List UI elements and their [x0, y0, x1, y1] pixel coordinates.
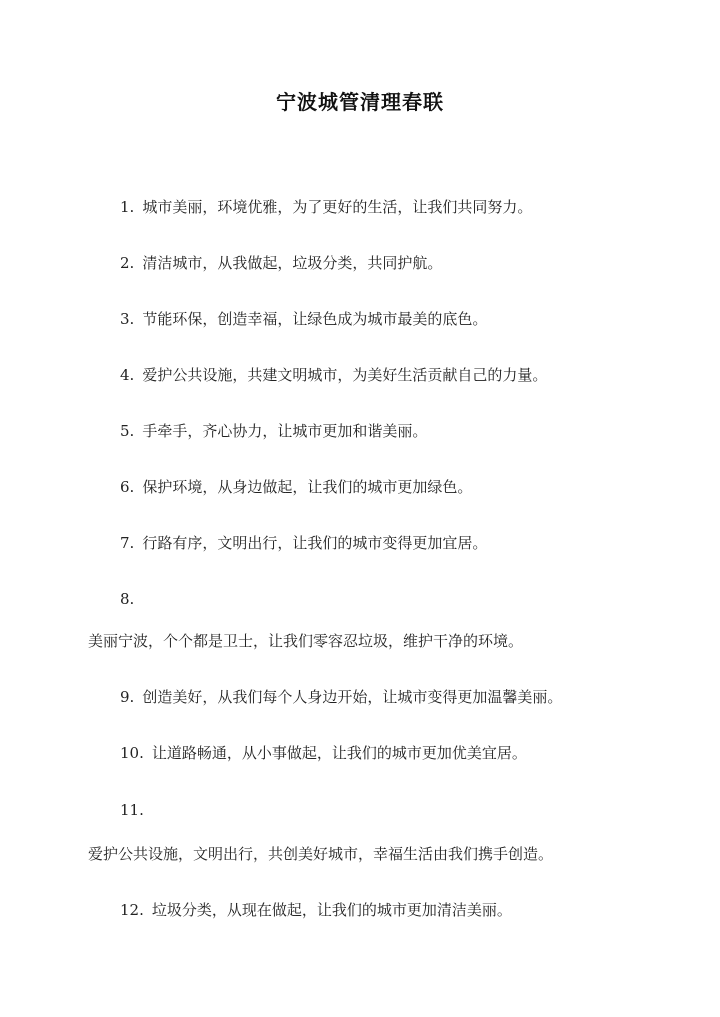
item-number: 12.	[120, 901, 144, 919]
list-item	[120, 900, 512, 920]
item-text: 节能环保，创造幸福，让绿色成为城市最美的底色。	[142, 310, 488, 328]
item-number: 7.	[120, 534, 135, 552]
list-item	[120, 421, 427, 441]
item-number: 2.	[120, 254, 135, 272]
item-text: 城市美丽，环境优雅，为了更好的生活，让我们共同努力。	[142, 198, 533, 216]
item-text: 让道路畅通，从小事做起，让我们的城市更加优美宜居。	[151, 744, 527, 762]
item-text: 行路有序，文明出行，让我们的城市变得更加宜居。	[142, 534, 488, 552]
list-item	[120, 197, 532, 217]
list-item	[120, 253, 442, 273]
list-item	[120, 533, 487, 553]
item-text-wrapped: 美丽宁波，个个都是卫士，让我们零容忍垃圾，维护干净的环境。	[88, 632, 524, 650]
item-text: 爱护公共设施，共建文明城市，为美好生活贡献自己的力量。	[142, 366, 548, 384]
item-number: 9.	[120, 688, 135, 706]
page-title: 宁波城管清理春联	[276, 90, 444, 114]
item-text: 手牵手，齐心协力，让城市更加和谐美丽。	[142, 422, 428, 440]
item-number-only: 11.	[120, 801, 144, 819]
list-item	[120, 687, 562, 707]
item-text: 清洁城市，从我做起，垃圾分类，共同护航。	[142, 254, 443, 272]
item-number: 10.	[120, 744, 144, 762]
item-number: 6.	[120, 478, 135, 496]
item-number: 5.	[120, 422, 135, 440]
item-number: 4.	[120, 366, 135, 384]
item-text-wrapped: 爱护公共设施，文明出行，共创美好城市，幸福生活由我们携手创造。	[88, 845, 554, 863]
item-number-only: 8.	[120, 590, 135, 608]
item-text: 垃圾分类，从现在做起，让我们的城市更加清洁美丽。	[151, 901, 512, 919]
item-number: 3.	[120, 310, 135, 328]
list-item	[120, 309, 487, 329]
item-text: 创造美好，从我们每个人身边开始，让城市变得更加温馨美丽。	[142, 688, 563, 706]
item-number: 1.	[120, 198, 135, 216]
item-text: 保护环境，从身边做起，让我们的城市更加绿色。	[142, 478, 473, 496]
list-item	[120, 743, 527, 763]
list-item	[120, 477, 472, 497]
list-item	[120, 365, 547, 385]
